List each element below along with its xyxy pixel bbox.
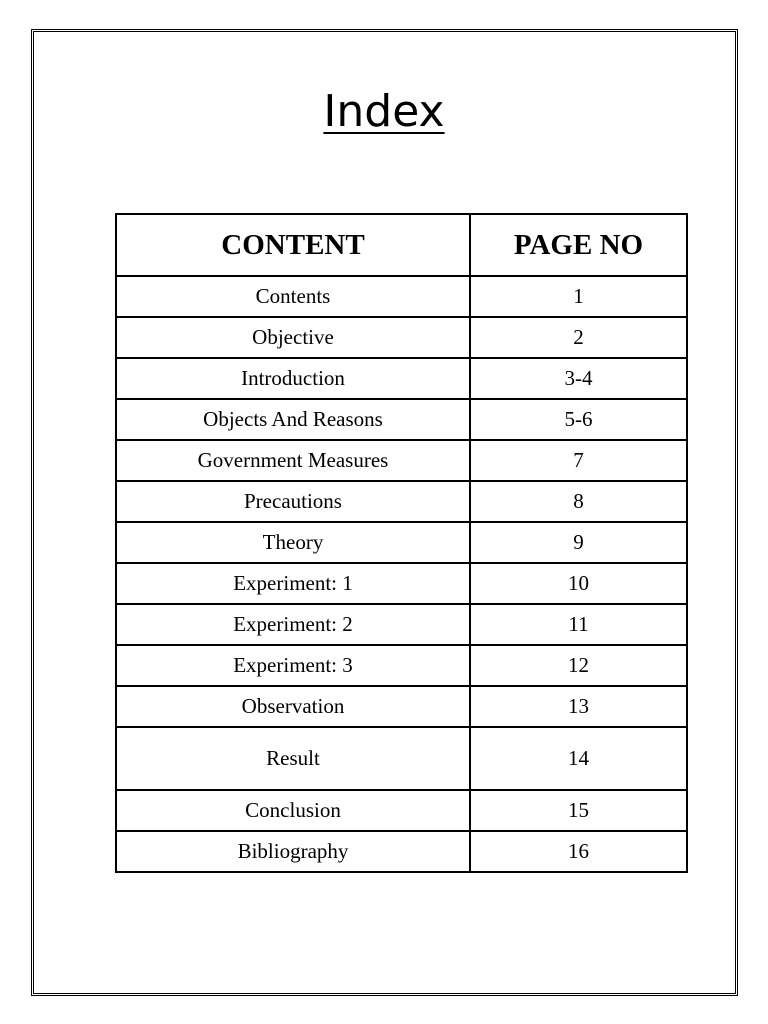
table-row — [116, 645, 687, 686]
table-row — [116, 604, 687, 645]
page-no-cell: 12 — [470, 645, 687, 686]
content-cell: Objective — [116, 317, 470, 358]
table-row — [116, 727, 687, 790]
index-table — [115, 213, 688, 873]
content-cell: Bibliography — [116, 831, 470, 872]
page-no-cell: 3-4 — [470, 358, 687, 399]
page-no-cell: 7 — [470, 440, 687, 481]
page-no-cell: 13 — [470, 686, 687, 727]
table-row — [116, 831, 687, 872]
content-cell: Contents — [116, 276, 470, 317]
content-cell: Observation — [116, 686, 470, 727]
content-cell: Government Measures — [116, 440, 470, 481]
table-row — [116, 686, 687, 727]
page-no-cell: 9 — [470, 522, 687, 563]
table-row — [116, 358, 687, 399]
table-row — [116, 790, 687, 831]
page-no-cell: 15 — [470, 790, 687, 831]
content-cell: Objects And Reasons — [116, 399, 470, 440]
content-cell: Experiment: 3 — [116, 645, 470, 686]
content-cell: Precautions — [116, 481, 470, 522]
page-title — [0, 84, 768, 140]
content-cell: Experiment: 1 — [116, 563, 470, 604]
page-no-cell: 16 — [470, 831, 687, 872]
column-header-content: CONTENT — [116, 214, 470, 276]
table-row — [116, 276, 687, 317]
table-row — [116, 317, 687, 358]
content-cell: Introduction — [116, 358, 470, 399]
column-header-page-no: PAGE NO — [470, 214, 687, 276]
table-row — [116, 399, 687, 440]
table-row — [116, 563, 687, 604]
content-cell: Conclusion — [116, 790, 470, 831]
content-cell: Theory — [116, 522, 470, 563]
page-no-cell: 11 — [470, 604, 687, 645]
page-no-cell: 10 — [470, 563, 687, 604]
page-no-cell: 8 — [470, 481, 687, 522]
page-no-cell: 14 — [470, 727, 687, 790]
page-no-cell: 1 — [470, 276, 687, 317]
content-cell: Result — [116, 727, 470, 790]
table-row — [116, 440, 687, 481]
table-row — [116, 522, 687, 563]
page-title-text: Index — [323, 86, 445, 137]
table-header-row — [116, 214, 687, 276]
table-row — [116, 481, 687, 522]
page-no-cell: 2 — [470, 317, 687, 358]
content-cell: Experiment: 2 — [116, 604, 470, 645]
page-no-cell: 5-6 — [470, 399, 687, 440]
